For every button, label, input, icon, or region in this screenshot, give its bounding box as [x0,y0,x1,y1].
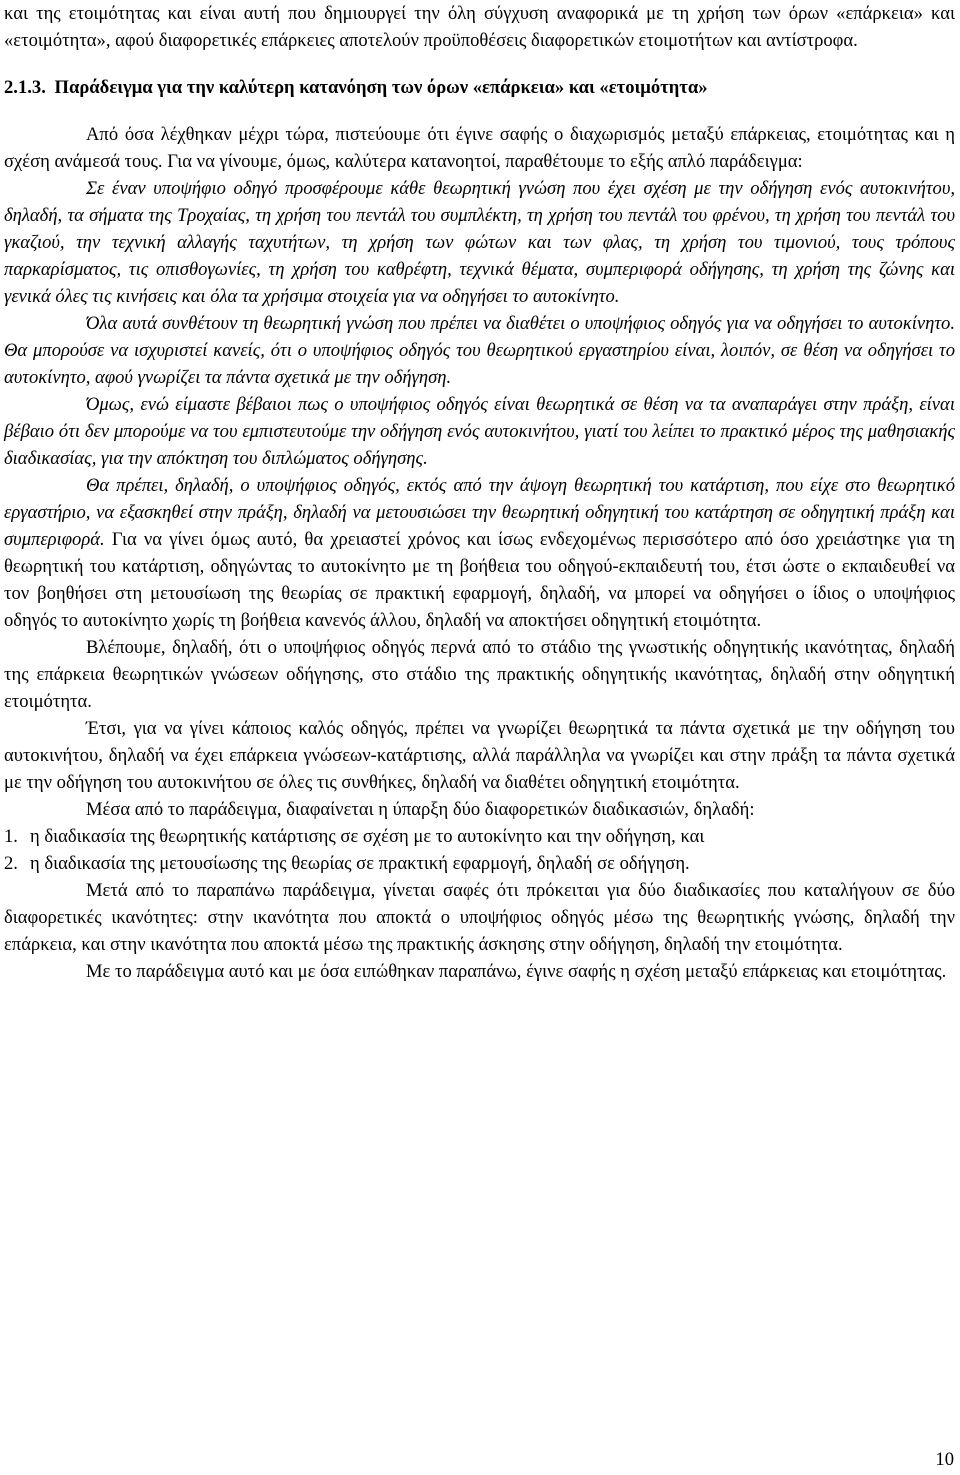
paragraph-2 [4,175,955,310]
intro-paragraph: και της ετοιμότητας και είναι αυτή που δημιουργεί την όλη σύγχυση αναφορικά με τη χρήση των όρων «επάρκεια» και «ετοιμότητα», αφού διαφορετικές επάρκειες αποτελούν προϋποθέσεις διαφορετικών ετοιμοτήτων και αντίστροφα. [4,3,955,51]
section-heading [4,54,955,121]
paragraph-1-italic: Από όσα λέχθηκαν μέχρι τώρα, πιστεύουμε ότι έγινε σαφής ο διαχωρισμός μεταξύ [86,124,724,145]
document-body [4,0,955,985]
list-item [4,823,955,850]
paragraph-1-normal: επάρκειας, ετοιμότητας και η σχέση ανάμεσά τους. Για να γίνουμε, όμως, καλύτερα κατανοητοί, παραθέτουμε το εξής απλό παράδειγμα: [4,124,955,172]
list-item-number: 2. [4,853,18,874]
paragraph-5-normal: Για να γίνει όμως αυτό, θα χρειαστεί χρόνος και ίσως ενδεχομένως περισσότερο από όσο χρειάστηκε για τη θεωρητική του κατάρτιση, οδηγώντας το αυτοκίνητο με τη βοήθεια του οδηγού-εκπαιδευτή του, έτσι ώστε ο εκπαιδευθεί να τον βοηθήσει στη μετουσίωση της θεωρίας σε πρακτική εφαρμογή, δηλαδή, να μπορεί να οδηγήσει ο ίδιος ο υποψήφιος οδηγός το αυτοκίνητο χωρίς τη βοήθεια κανενός άλλου, δηλαδή να αποκτήσει οδηγητική ετοιμότητα. [4,529,955,631]
list-item-text: η διαδικασία της θεωρητικής κατάρτισης σε σχέση με το αυτοκίνητο και την οδήγηση, και [30,826,705,847]
paragraph-9: Μετά από το παραπάνω παράδειγμα, γίνεται σαφές ότι πρόκειται για δύο διαδικασίες που καταλήγουν σε δύο διαφορετικές ικανότητες: στην ικανότητα που αποκτά ο υποψήφιος οδηγός μέσω της θεωρητικής γνώσης, δηλαδή την επάρκεια, και στην ικανότητα που αποκτά μέσω της πρακτικής άσκησης στην οδήγηση, δηλαδή την ετοιμότητα. [4,880,955,955]
section-number: 2.1.3. [4,77,46,98]
list-item [4,850,955,877]
paragraph-4 [4,391,955,472]
paragraph-1 [4,121,955,175]
paragraph-3 [4,310,955,391]
paragraph-2-italic: Σε έναν υποψήφιο οδηγό προσφέρουμε κάθε θεωρητική γνώση που έχει σχέση με την οδήγηση ενός αυτοκινήτου, δηλαδή, τα σήματα της Τροχαίας, τη χρήση του πεντάλ του συμπλέκτη, τη χρήση του πεντάλ του φρένου, τη χρήση του πεντάλ του γκαζιού, την τεχνική αλλαγής ταχυτήτων, τη χρήση των φώτων και των φλας, τη χρήση του τιμονιού, τους τρόπους παρκαρίσματος, τις οπισθογωνίες, τη χρήση του καθρέφτη, τεχνικά θέματα, συμπεριφορά οδήγησης, τη χρήση της ζώνης και γενικά όλες τις κινήσεις και όλα τα χρήσιμα στοιχεία για να οδηγήσει το αυτοκίνητο. [4,178,955,307]
paragraph-7: Έτσι, για να γίνει κάποιος καλός οδηγός, πρέπει να γνωρίζει θεωρητικά τα πάντα σχετικά με την οδήγηση του αυτοκινήτου, δηλαδή να έχει επάρκεια γνώσεων-κατάρτισης, αλλά παράλληλα να γνωρίζει και στην πράξη τα πάντα σχετικά με την οδήγηση του αυτοκινήτου σε όλες τις συνθήκες, δηλαδή να διαθέτει οδηγητική ετοιμότητα. [4,718,955,793]
paragraph-10: Με το παράδειγμα αυτό και με όσα ειπώθηκαν παραπάνω, έγινε σαφής η σχέση μεταξύ επάρκειας και ετοιμότητας. [86,961,947,982]
list-item-text: η διαδικασία της μετουσίωσης της θεωρίας σε πρακτική εφαρμογή, δηλαδή σε οδήγηση. [30,853,690,874]
paragraph-5 [4,472,955,634]
paragraph-5-italic: Θα πρέπει, δηλαδή, ο υποψήφιος οδηγός, εκτός από την άψογη θεωρητική του κατάρτιση, που είχε στο θεωρητικό εργαστήριο, να εξασκηθεί στην πράξη, δηλαδή να μετουσιώσει την θεωρητική οδηγητική του κατάρτηση σε οδηγητική πράξη και συμπεριφορά. [4,475,955,550]
list-item-number: 1. [4,826,18,847]
paragraph-3-italic: Όλα αυτά συνθέτουν τη θεωρητική γνώση που πρέπει να διαθέτει ο υποψήφιος οδηγός για να οδηγήσει το αυτοκίνητο. Θα μπορούσε να ισχυριστεί κανείς, ότι ο υποψήφιος οδηγός του θεωρητικού εργαστηρίου είναι, λοιπόν, σε θέση να οδηγήσει το αυτοκίνητο, αφού γνωρίζει τα πάντα σχετικά με την οδήγηση. [4,313,955,388]
section-title: Παράδειγμα για την καλύτερη κατανόηση των όρων «επάρκεια» και «ετοιμότητα» [54,77,708,98]
page-number: 10 [935,1449,954,1470]
paragraph-6: Βλέπουμε, δηλαδή, ότι ο υποψήφιος οδηγός περνά από το στάδιο της γνωστικής οδηγητικής ικανότητας, δηλαδή της επάρκεια θεωρητικών γνώσεων οδήγησης, στο στάδιο της πρακτικής οδηγητικής ικανότητας, δηλαδή στην οδηγητική ετοιμότητα. [4,637,955,712]
paragraph-4-italic: Όμως, ενώ είμαστε βέβαιοι πως ο υποψήφιος οδηγός είναι θεωρητικά σε θέση να τα αναπαράγει στην πράξη, είναι βέβαιο ότι δεν μπορούμε να του εμπιστευτούμε την οδήγηση ενός αυτοκινήτου, γιατί του λείπει το πρακτικό μέρος της μαθησιακής διαδικασίας, για την απόκτηση του διπλώματος οδήγησης. [4,394,955,469]
paragraph-8: Μέσα από το παράδειγμα, διαφαίνεται η ύπαρξη δύο διαφορετικών διαδικασιών, δηλαδή: [86,799,755,820]
